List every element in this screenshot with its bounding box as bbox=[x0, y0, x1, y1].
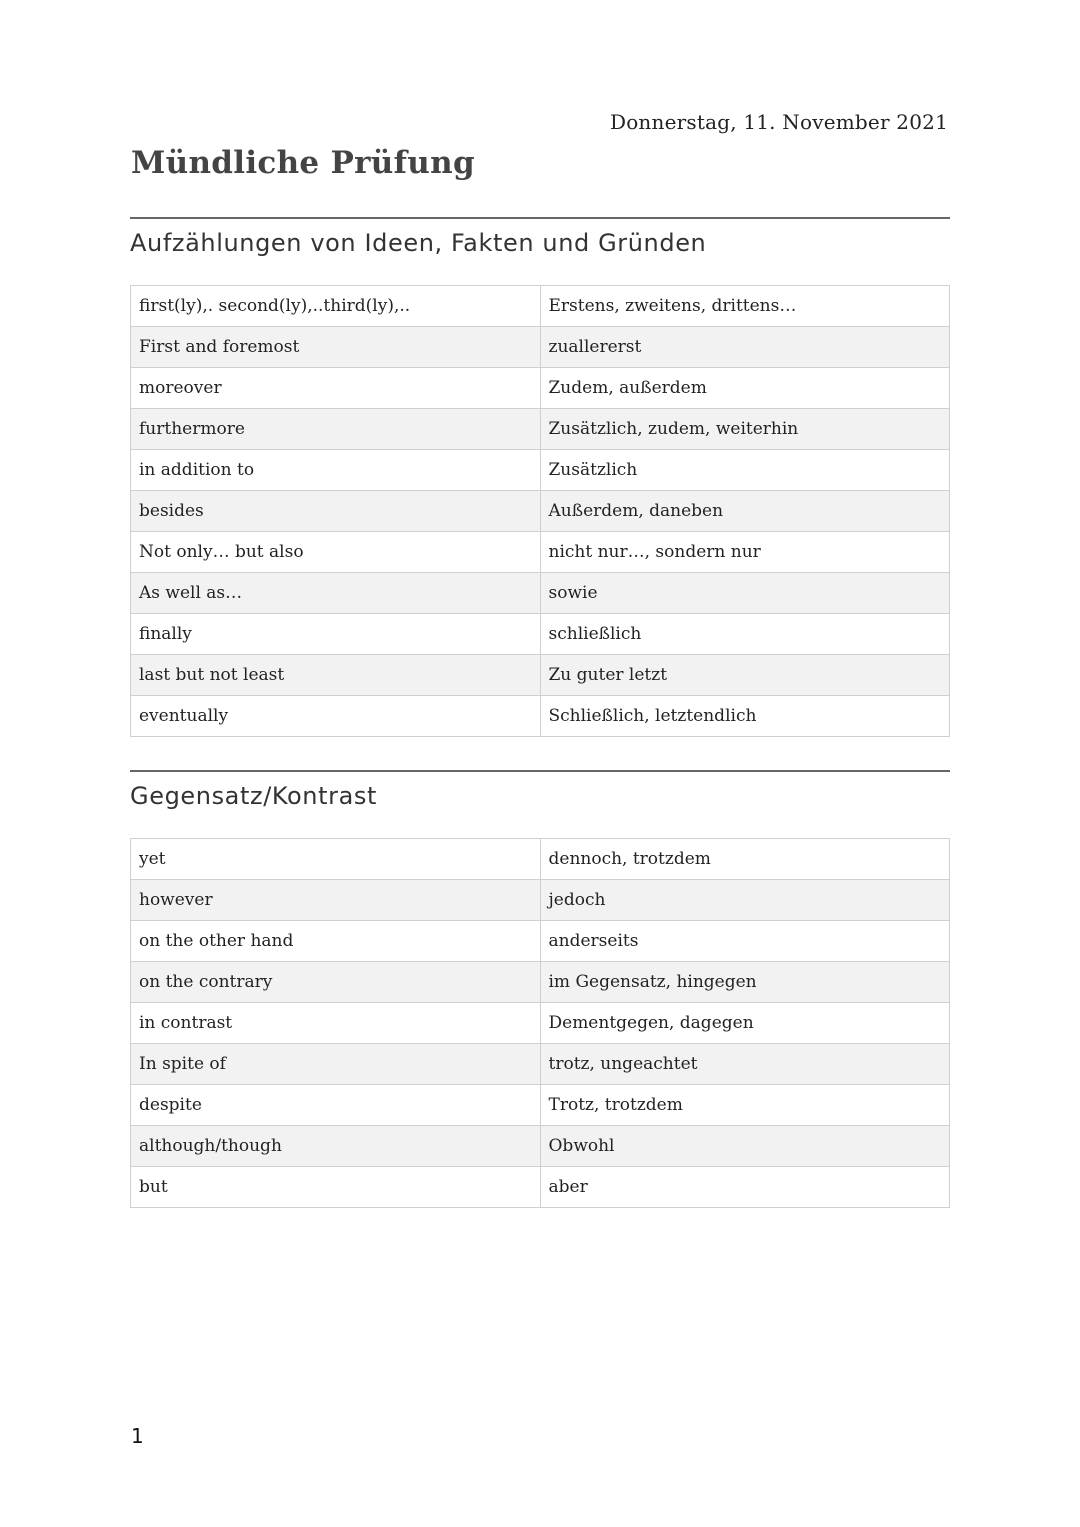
german-term: im Gegensatz, hingegen bbox=[540, 962, 950, 1003]
english-term: but bbox=[131, 1167, 541, 1208]
section-heading: Gegensatz/Kontrast bbox=[130, 782, 378, 810]
english-term: in addition to bbox=[131, 450, 541, 491]
section-contrast bbox=[130, 770, 950, 1208]
table-row bbox=[131, 1085, 950, 1126]
document-date: Donnerstag, 11. November 2021 bbox=[609, 110, 948, 134]
table-row bbox=[131, 368, 950, 409]
table-row bbox=[131, 409, 950, 450]
german-term: jedoch bbox=[540, 880, 950, 921]
table-row bbox=[131, 614, 950, 655]
german-term: sowie bbox=[540, 573, 950, 614]
table-row bbox=[131, 450, 950, 491]
german-term: dennoch, trotzdem bbox=[540, 839, 950, 880]
german-term: Trotz, trotzdem bbox=[540, 1085, 950, 1126]
english-term: besides bbox=[131, 491, 541, 532]
german-term: nicht nur…, sondern nur bbox=[540, 532, 950, 573]
document-title: Mündliche Prüfung bbox=[131, 145, 475, 181]
page-number: 1 bbox=[131, 1424, 144, 1448]
english-term: finally bbox=[131, 614, 541, 655]
table-row bbox=[131, 1044, 950, 1085]
german-term: Schließlich, letztendlich bbox=[540, 696, 950, 737]
table-row bbox=[131, 921, 950, 962]
section-heading: Aufzählungen von Ideen, Fakten und Gründen bbox=[130, 229, 707, 257]
german-term: Zudem, außerdem bbox=[540, 368, 950, 409]
german-term: aber bbox=[540, 1167, 950, 1208]
section-divider bbox=[130, 217, 950, 219]
german-term: anderseits bbox=[540, 921, 950, 962]
german-term: Obwohl bbox=[540, 1126, 950, 1167]
english-term: in contrast bbox=[131, 1003, 541, 1044]
german-term: Zusätzlich, zudem, weiterhin bbox=[540, 409, 950, 450]
german-term: Außerdem, daneben bbox=[540, 491, 950, 532]
english-term: First and foremost bbox=[131, 327, 541, 368]
table-row bbox=[131, 655, 950, 696]
english-term: In spite of bbox=[131, 1044, 541, 1085]
german-term: schließlich bbox=[540, 614, 950, 655]
english-term: despite bbox=[131, 1085, 541, 1126]
english-term: although/though bbox=[131, 1126, 541, 1167]
german-term: Zusätzlich bbox=[540, 450, 950, 491]
german-term: zuallererst bbox=[540, 327, 950, 368]
section-enumeration bbox=[130, 217, 950, 737]
english-term: furthermore bbox=[131, 409, 541, 450]
table-row bbox=[131, 491, 950, 532]
english-term: last but not least bbox=[131, 655, 541, 696]
table-row bbox=[131, 327, 950, 368]
table-row bbox=[131, 696, 950, 737]
vocab-table-contrast bbox=[130, 838, 950, 1208]
english-term: first(ly),. second(ly),..third(ly),.. bbox=[131, 286, 541, 327]
section-divider bbox=[130, 770, 950, 772]
english-term: Not only… but also bbox=[131, 532, 541, 573]
table-row bbox=[131, 532, 950, 573]
german-term: trotz, ungeachtet bbox=[540, 1044, 950, 1085]
table-row bbox=[131, 962, 950, 1003]
german-term: Dementgegen, dagegen bbox=[540, 1003, 950, 1044]
table-row bbox=[131, 1003, 950, 1044]
german-term: Erstens, zweitens, drittens… bbox=[540, 286, 950, 327]
table-row bbox=[131, 880, 950, 921]
english-term: moreover bbox=[131, 368, 541, 409]
english-term: however bbox=[131, 880, 541, 921]
german-term: Zu guter letzt bbox=[540, 655, 950, 696]
table-row bbox=[131, 286, 950, 327]
english-term: on the other hand bbox=[131, 921, 541, 962]
vocab-table-enumeration bbox=[130, 285, 950, 737]
english-term: on the contrary bbox=[131, 962, 541, 1003]
table-row bbox=[131, 1167, 950, 1208]
english-term: eventually bbox=[131, 696, 541, 737]
english-term: yet bbox=[131, 839, 541, 880]
english-term: As well as… bbox=[131, 573, 541, 614]
table-row bbox=[131, 1126, 950, 1167]
table-row bbox=[131, 839, 950, 880]
table-row bbox=[131, 573, 950, 614]
